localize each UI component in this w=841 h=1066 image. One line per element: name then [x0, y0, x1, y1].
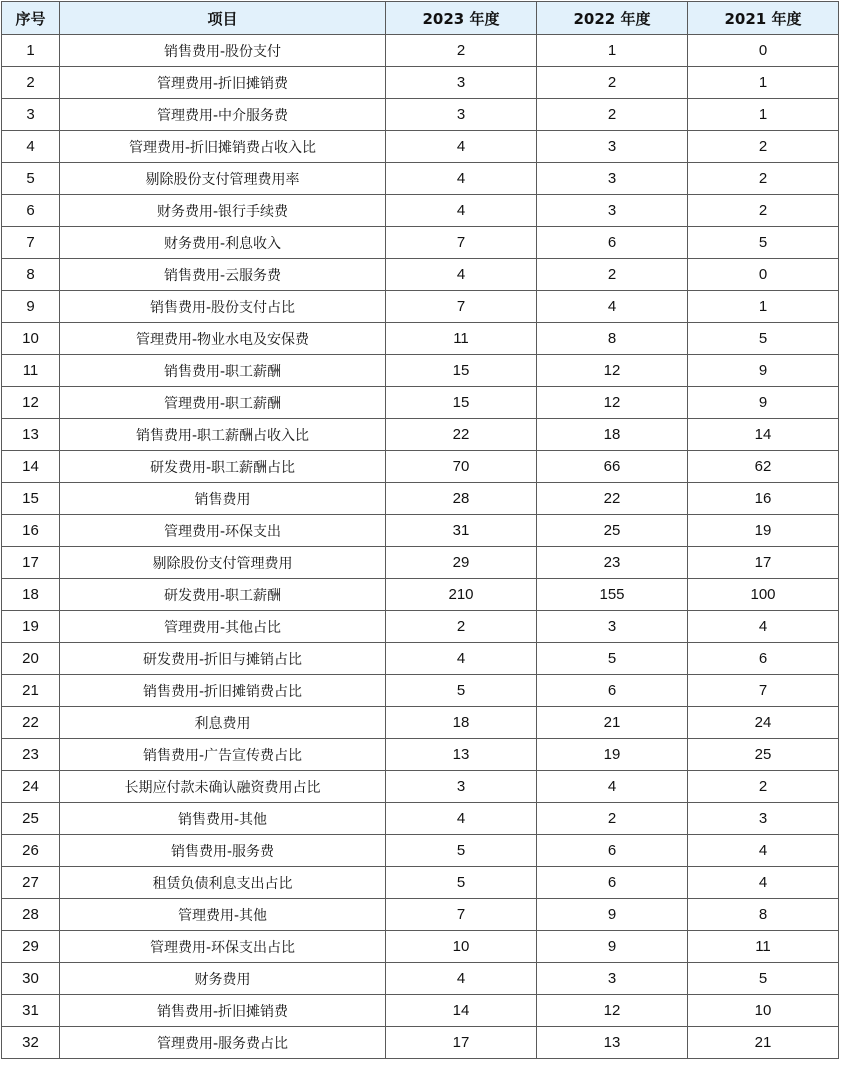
table-row [2, 355, 839, 387]
cell-index: 13 [2, 419, 60, 451]
cell-2022: 18 [537, 419, 688, 451]
cell-index: 30 [2, 963, 60, 995]
table-row [2, 387, 839, 419]
cell-2023: 4 [386, 643, 537, 675]
cell-2022: 4 [537, 771, 688, 803]
cell-2021: 5 [688, 323, 839, 355]
cell-2021: 2 [688, 195, 839, 227]
table-row [2, 99, 839, 131]
cell-2021: 21 [688, 1027, 839, 1059]
cell-2023: 3 [386, 67, 537, 99]
cell-2022: 12 [537, 387, 688, 419]
cell-2021: 11 [688, 931, 839, 963]
cell-2023: 15 [386, 387, 537, 419]
table-row [2, 195, 839, 227]
cell-2023: 4 [386, 131, 537, 163]
table-row [2, 867, 839, 899]
table-row [2, 579, 839, 611]
cell-2022: 155 [537, 579, 688, 611]
cell-2023: 4 [386, 803, 537, 835]
cell-2022: 6 [537, 227, 688, 259]
table-row [2, 995, 839, 1027]
cell-2023: 4 [386, 963, 537, 995]
cell-2023: 4 [386, 195, 537, 227]
cell-item: 销售费用-职工薪酬占收入比 [60, 419, 386, 451]
cell-2023: 31 [386, 515, 537, 547]
table-body [2, 35, 839, 1059]
cell-index: 6 [2, 195, 60, 227]
table-row [2, 259, 839, 291]
cell-2022: 5 [537, 643, 688, 675]
cell-2022: 9 [537, 931, 688, 963]
table-row [2, 163, 839, 195]
cell-item: 管理费用-职工薪酬 [60, 387, 386, 419]
cell-2022: 21 [537, 707, 688, 739]
cell-index: 21 [2, 675, 60, 707]
cell-index: 7 [2, 227, 60, 259]
header-2021: 2021 年度 [688, 2, 839, 35]
cell-2021: 8 [688, 899, 839, 931]
cell-2023: 7 [386, 227, 537, 259]
cell-index: 32 [2, 1027, 60, 1059]
cell-2023: 2 [386, 611, 537, 643]
cell-2021: 2 [688, 131, 839, 163]
table-row [2, 515, 839, 547]
cell-2021: 62 [688, 451, 839, 483]
cell-2022: 4 [537, 291, 688, 323]
cell-2021: 5 [688, 963, 839, 995]
cell-2021: 0 [688, 35, 839, 67]
cell-2021: 3 [688, 803, 839, 835]
cell-2023: 15 [386, 355, 537, 387]
cell-2023: 4 [386, 259, 537, 291]
cell-index: 16 [2, 515, 60, 547]
cell-2021: 14 [688, 419, 839, 451]
table-row [2, 323, 839, 355]
cell-index: 20 [2, 643, 60, 675]
cell-item: 利息费用 [60, 707, 386, 739]
cell-2022: 2 [537, 67, 688, 99]
cell-index: 9 [2, 291, 60, 323]
cell-2023: 29 [386, 547, 537, 579]
header-2023: 2023 年度 [386, 2, 537, 35]
cell-item: 管理费用-物业水电及安保费 [60, 323, 386, 355]
cell-item: 销售费用-折旧摊销费占比 [60, 675, 386, 707]
cell-2022: 22 [537, 483, 688, 515]
cell-2021: 9 [688, 355, 839, 387]
cell-2021: 4 [688, 611, 839, 643]
table-row [2, 643, 839, 675]
cell-item: 管理费用-环保支出 [60, 515, 386, 547]
cell-2022: 3 [537, 163, 688, 195]
cell-2021: 0 [688, 259, 839, 291]
cell-2021: 19 [688, 515, 839, 547]
cell-2022: 12 [537, 995, 688, 1027]
cell-item: 销售费用-职工薪酬 [60, 355, 386, 387]
cell-2023: 28 [386, 483, 537, 515]
cell-2022: 19 [537, 739, 688, 771]
cell-item: 销售费用-云服务费 [60, 259, 386, 291]
table-row [2, 131, 839, 163]
cell-index: 18 [2, 579, 60, 611]
cell-index: 27 [2, 867, 60, 899]
cell-item: 财务费用-银行手续费 [60, 195, 386, 227]
cell-item: 管理费用-折旧摊销费 [60, 67, 386, 99]
header-row [2, 2, 839, 35]
cell-item: 租赁负债利息支出占比 [60, 867, 386, 899]
cell-item: 管理费用-折旧摊销费占收入比 [60, 131, 386, 163]
table-row [2, 611, 839, 643]
cell-2023: 3 [386, 771, 537, 803]
cell-2021: 4 [688, 835, 839, 867]
cell-item: 销售费用-广告宣传费占比 [60, 739, 386, 771]
cell-2022: 9 [537, 899, 688, 931]
cell-index: 22 [2, 707, 60, 739]
table-row [2, 739, 839, 771]
cell-2023: 22 [386, 419, 537, 451]
table-row [2, 899, 839, 931]
cell-item: 研发费用-职工薪酬 [60, 579, 386, 611]
header-2022: 2022 年度 [537, 2, 688, 35]
cell-2022: 2 [537, 803, 688, 835]
cell-2022: 23 [537, 547, 688, 579]
cell-index: 23 [2, 739, 60, 771]
cell-index: 29 [2, 931, 60, 963]
table-row [2, 547, 839, 579]
cell-item: 剔除股份支付管理费用 [60, 547, 386, 579]
cell-item: 管理费用-中介服务费 [60, 99, 386, 131]
cell-index: 15 [2, 483, 60, 515]
cell-2021: 100 [688, 579, 839, 611]
cell-2023: 5 [386, 675, 537, 707]
cell-2023: 11 [386, 323, 537, 355]
cell-index: 26 [2, 835, 60, 867]
cell-2022: 3 [537, 195, 688, 227]
cell-index: 19 [2, 611, 60, 643]
cell-2023: 7 [386, 291, 537, 323]
cell-2022: 66 [537, 451, 688, 483]
table-row [2, 1027, 839, 1059]
cell-item: 销售费用 [60, 483, 386, 515]
cell-index: 12 [2, 387, 60, 419]
expense-table [1, 1, 839, 1059]
table-row [2, 835, 839, 867]
table-row [2, 291, 839, 323]
cell-item: 管理费用-服务费占比 [60, 1027, 386, 1059]
table-row [2, 483, 839, 515]
cell-index: 31 [2, 995, 60, 1027]
cell-2021: 1 [688, 99, 839, 131]
cell-2022: 12 [537, 355, 688, 387]
table-row [2, 803, 839, 835]
cell-2023: 17 [386, 1027, 537, 1059]
cell-index: 4 [2, 131, 60, 163]
cell-2023: 3 [386, 99, 537, 131]
cell-2022: 6 [537, 675, 688, 707]
cell-item: 销售费用-股份支付 [60, 35, 386, 67]
cell-2022: 3 [537, 611, 688, 643]
cell-2022: 2 [537, 259, 688, 291]
table-row [2, 963, 839, 995]
cell-item: 长期应付款未确认融资费用占比 [60, 771, 386, 803]
cell-index: 2 [2, 67, 60, 99]
table-row [2, 419, 839, 451]
cell-2023: 4 [386, 163, 537, 195]
cell-2022: 6 [537, 835, 688, 867]
cell-index: 25 [2, 803, 60, 835]
cell-2023: 10 [386, 931, 537, 963]
header-index: 序号 [2, 2, 60, 35]
cell-2023: 2 [386, 35, 537, 67]
cell-index: 5 [2, 163, 60, 195]
table-row [2, 67, 839, 99]
table-row [2, 931, 839, 963]
cell-2021: 17 [688, 547, 839, 579]
cell-2021: 2 [688, 771, 839, 803]
table-row [2, 227, 839, 259]
cell-2023: 70 [386, 451, 537, 483]
header-item: 项目 [60, 2, 386, 35]
cell-2021: 16 [688, 483, 839, 515]
table-row [2, 451, 839, 483]
cell-item: 销售费用-服务费 [60, 835, 386, 867]
cell-item: 财务费用-利息收入 [60, 227, 386, 259]
cell-2021: 6 [688, 643, 839, 675]
cell-2021: 1 [688, 67, 839, 99]
cell-index: 24 [2, 771, 60, 803]
cell-2023: 13 [386, 739, 537, 771]
cell-index: 11 [2, 355, 60, 387]
cell-index: 14 [2, 451, 60, 483]
cell-2022: 13 [537, 1027, 688, 1059]
cell-index: 8 [2, 259, 60, 291]
cell-item: 管理费用-环保支出占比 [60, 931, 386, 963]
cell-index: 1 [2, 35, 60, 67]
cell-2022: 3 [537, 963, 688, 995]
cell-2021: 4 [688, 867, 839, 899]
cell-2023: 5 [386, 835, 537, 867]
cell-2021: 1 [688, 291, 839, 323]
cell-2023: 5 [386, 867, 537, 899]
cell-index: 3 [2, 99, 60, 131]
cell-item: 销售费用-其他 [60, 803, 386, 835]
table-row [2, 675, 839, 707]
cell-2022: 1 [537, 35, 688, 67]
cell-2021: 24 [688, 707, 839, 739]
cell-item: 销售费用-折旧摊销费 [60, 995, 386, 1027]
cell-item: 研发费用-职工薪酬占比 [60, 451, 386, 483]
cell-2023: 14 [386, 995, 537, 1027]
cell-2021: 5 [688, 227, 839, 259]
table-row [2, 707, 839, 739]
cell-2022: 8 [537, 323, 688, 355]
cell-2021: 7 [688, 675, 839, 707]
cell-2023: 7 [386, 899, 537, 931]
cell-2023: 210 [386, 579, 537, 611]
cell-2021: 10 [688, 995, 839, 1027]
cell-index: 28 [2, 899, 60, 931]
cell-2022: 25 [537, 515, 688, 547]
cell-item: 研发费用-折旧与摊销占比 [60, 643, 386, 675]
cell-2021: 25 [688, 739, 839, 771]
cell-index: 17 [2, 547, 60, 579]
cell-2021: 2 [688, 163, 839, 195]
cell-item: 销售费用-股份支付占比 [60, 291, 386, 323]
cell-2022: 6 [537, 867, 688, 899]
cell-2023: 18 [386, 707, 537, 739]
table-header [2, 2, 839, 35]
cell-2022: 3 [537, 131, 688, 163]
cell-item: 管理费用-其他占比 [60, 611, 386, 643]
cell-2022: 2 [537, 99, 688, 131]
cell-item: 财务费用 [60, 963, 386, 995]
table-row [2, 771, 839, 803]
cell-index: 10 [2, 323, 60, 355]
table-row [2, 35, 839, 67]
cell-item: 管理费用-其他 [60, 899, 386, 931]
cell-item: 剔除股份支付管理费用率 [60, 163, 386, 195]
cell-2021: 9 [688, 387, 839, 419]
